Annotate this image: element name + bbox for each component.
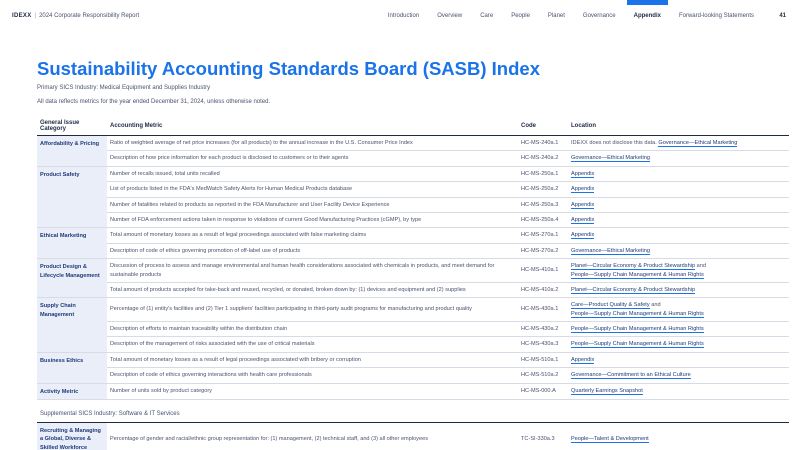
metric-cell: Description of code of ethics governing interactions with health care professionals [107,368,518,383]
table-row [37,322,789,337]
location-link[interactable]: People—Supply Chain Management & Human Rights [571,310,704,317]
table-row [37,383,789,399]
location-cell [568,282,789,297]
report-brand: IDEXX | 2024 Corporate Responsibility Report [12,13,140,19]
page-number: 41 [779,13,786,19]
code-cell: TC-SI-330a.3 [518,423,568,450]
location-cell [568,383,789,399]
location-link[interactable]: Appendix [571,170,595,177]
location-cell [568,423,789,450]
metric-cell: List of products listed in the FDA's MedWatch Safety Alerts for Human Medical Products database [107,182,518,197]
table-header-row [37,118,789,136]
location-cell [568,182,789,197]
location-cell [568,259,789,283]
location-cell [568,166,789,181]
table-row [37,368,789,383]
metric-cell: Description of efforts to maintain traceability within the distribution chain [107,322,518,337]
location-link[interactable]: Governance—Ethical Marketing [571,247,650,254]
data-note: All data reflects metrics for the year ended December 31, 2024, unless otherwise noted. [37,99,271,105]
metric-cell: Description of the management of risks associated with the use of critical materials [107,337,518,352]
location-cell [568,151,789,166]
location-link[interactable]: Appendix [571,232,595,239]
nav-overview[interactable]: Overview [437,13,463,19]
brand-logo[interactable]: IDEXX [12,13,32,19]
location-link[interactable]: Quarterly Earnings Snapshot [571,388,643,395]
category-cell: Product Design & Lifecycle Management [37,259,107,298]
metric-cell: Number of recalls issued, total units recalled [107,166,518,181]
category-cell: Supply Chain Management [37,298,107,353]
code-cell: HC-MS-430a.3 [518,337,568,352]
location-conjunction: and [695,263,706,270]
header-category: General Issue Category [37,118,107,136]
nav-people[interactable]: People [511,13,530,19]
location-link[interactable]: People—Talent & Development [571,435,649,442]
location-note: IDEXX does not disclose this data. [571,140,657,146]
table-row [37,298,789,322]
location-link[interactable]: Planet—Circular Economy & Product Stewardship [571,286,696,293]
category-cell: Affordability & Pricing [37,136,107,167]
nav-governance[interactable]: Governance [582,13,616,19]
metric-cell: Discussion of process to assess and manage environmental and human health considerations associated with chemicals in products, and meet demand for sustainable products [107,259,518,283]
report-title: 2024 Corporate Responsibility Report [39,13,140,19]
metric-cell: Number of units sold by product category [107,383,518,399]
category-cell: Recruiting & Managing a Global, Diverse & Skilled Workforce [37,423,107,450]
category-cell: Product Safety [37,166,107,228]
page-title: Sustainability Accounting Standards Board (SASB) Index [37,58,540,79]
location-cell [568,298,789,322]
code-cell: HC-MS-250a.4 [518,212,568,227]
table-row [37,197,789,212]
metric-cell: Number of FDA enforcement actions taken in response to violations of current Good Manufacturing Practices (cGMP), by type [107,212,518,227]
location-link[interactable]: Appendix [571,186,595,193]
code-cell: HC-MS-250a.1 [518,166,568,181]
location-cell [568,368,789,383]
location-link[interactable]: People—Supply Chain Management & Human Rights [571,326,704,333]
location-cell [568,136,789,151]
sasb-index-table [37,118,789,450]
location-link[interactable]: Governance—Commitment to an Ethical Culture [571,372,691,379]
code-cell: HC-MS-510a.2 [518,368,568,383]
code-cell: HC-MS-270a.1 [518,228,568,243]
metric-cell: Number of fatalities related to products as reported in the FDA Manufacturer and User Facility Device Experience [107,197,518,212]
nav-forward-looking-statements[interactable]: Forward-looking Statements [678,13,754,19]
header-code: Code [518,118,568,136]
table-row [37,228,789,243]
top-bar [0,0,800,38]
table-row [37,182,789,197]
nav-care[interactable]: Care [480,13,494,19]
code-cell: HC-MS-240a.1 [518,136,568,151]
nav-planet[interactable]: Planet [547,13,565,19]
table-row [37,166,789,181]
supplemental-industry-row [37,400,789,423]
table-row [37,337,789,352]
location-cell [568,337,789,352]
table-row [37,352,789,367]
location-link[interactable]: People—Supply Chain Management & Human Rights [571,271,704,278]
metric-cell: Ratio of weighted average of net price increases (for all products) to the annual increase in the U.S. Consumer Price Index [107,136,518,151]
location-cell [568,197,789,212]
header-location: Location [568,118,789,136]
code-cell: HC-MS-410a.1 [518,259,568,283]
category-cell: Ethical Marketing [37,228,107,259]
location-link[interactable]: Appendix [571,356,595,363]
table-row [37,243,789,258]
metric-cell: Percentage of (1) entity's facilities and (2) Tier 1 suppliers' facilities participating in third-party audit programs for manufacturing and product quality [107,298,518,322]
table-body [37,136,789,450]
code-cell: HC-MS-410a.2 [518,282,568,297]
table-row [37,282,789,297]
location-cell [568,322,789,337]
location-cell [568,243,789,258]
code-cell: HC-MS-250a.2 [518,182,568,197]
location-link[interactable]: Appendix [571,201,595,208]
location-link[interactable]: Governance—Ethical Marketing [658,140,738,146]
nav-appendix[interactable]: Appendix [633,13,661,19]
table-row [37,136,789,151]
metric-cell: Description of code of ethics governing promotion of off-label use of products [107,243,518,258]
supplemental-industry-label: Supplemental SICS Industry: Software & IT Services [37,400,789,423]
code-cell: HC-MS-430a.1 [518,298,568,322]
category-cell: Activity Metric [37,383,107,399]
location-link[interactable]: Planet—Circular Economy & Product Stewardship [571,263,696,270]
primary-industry: Primary SICS Industry: Medical Equipment and Supplies Industry [37,85,211,91]
location-link[interactable]: People—Supply Chain Management & Human Rights [571,341,704,348]
location-cell [568,352,789,367]
table-row [37,212,789,227]
metric-cell: Total amount of products accepted for take-back and reused, recycled, or donated, broken down by: (1) devices and equipment and (2) supplies [107,282,518,297]
code-cell: HC-MS-000.A [518,383,568,399]
header-metric: Accounting Metric [107,118,518,136]
location-link[interactable]: Appendix [571,216,595,223]
table-row [37,151,789,166]
metric-cell: Percentage of gender and racial/ethnic group representation for: (1) management, (2) technical staff, and (3) all other employees [107,423,518,450]
nav-introduction[interactable]: Introduction [387,13,420,19]
code-cell: HC-MS-510a.1 [518,352,568,367]
table-row [37,259,789,283]
table-row [37,423,789,450]
location-conjunction: and [649,302,661,309]
code-cell: HC-MS-240a.2 [518,151,568,166]
code-cell: HC-MS-250a.3 [518,197,568,212]
code-cell: HC-MS-270a.2 [518,243,568,258]
location-link[interactable]: Care—Product Quality & Safety [571,302,650,309]
location-cell [568,212,789,227]
section-nav [370,13,754,19]
metric-cell: Total amount of monetary losses as a result of legal proceedings associated with bribery or corruption [107,352,518,367]
metric-cell: Description of how price information for each product is disclosed to customers or to their agents [107,151,518,166]
location-cell [568,228,789,243]
metric-cell: Total amount of monetary losses as a result of legal proceedings associated with false marketing claims [107,228,518,243]
category-cell: Business Ethics [37,352,107,383]
location-link[interactable]: Governance—Ethical Marketing [571,155,650,162]
code-cell: HC-MS-430a.2 [518,322,568,337]
